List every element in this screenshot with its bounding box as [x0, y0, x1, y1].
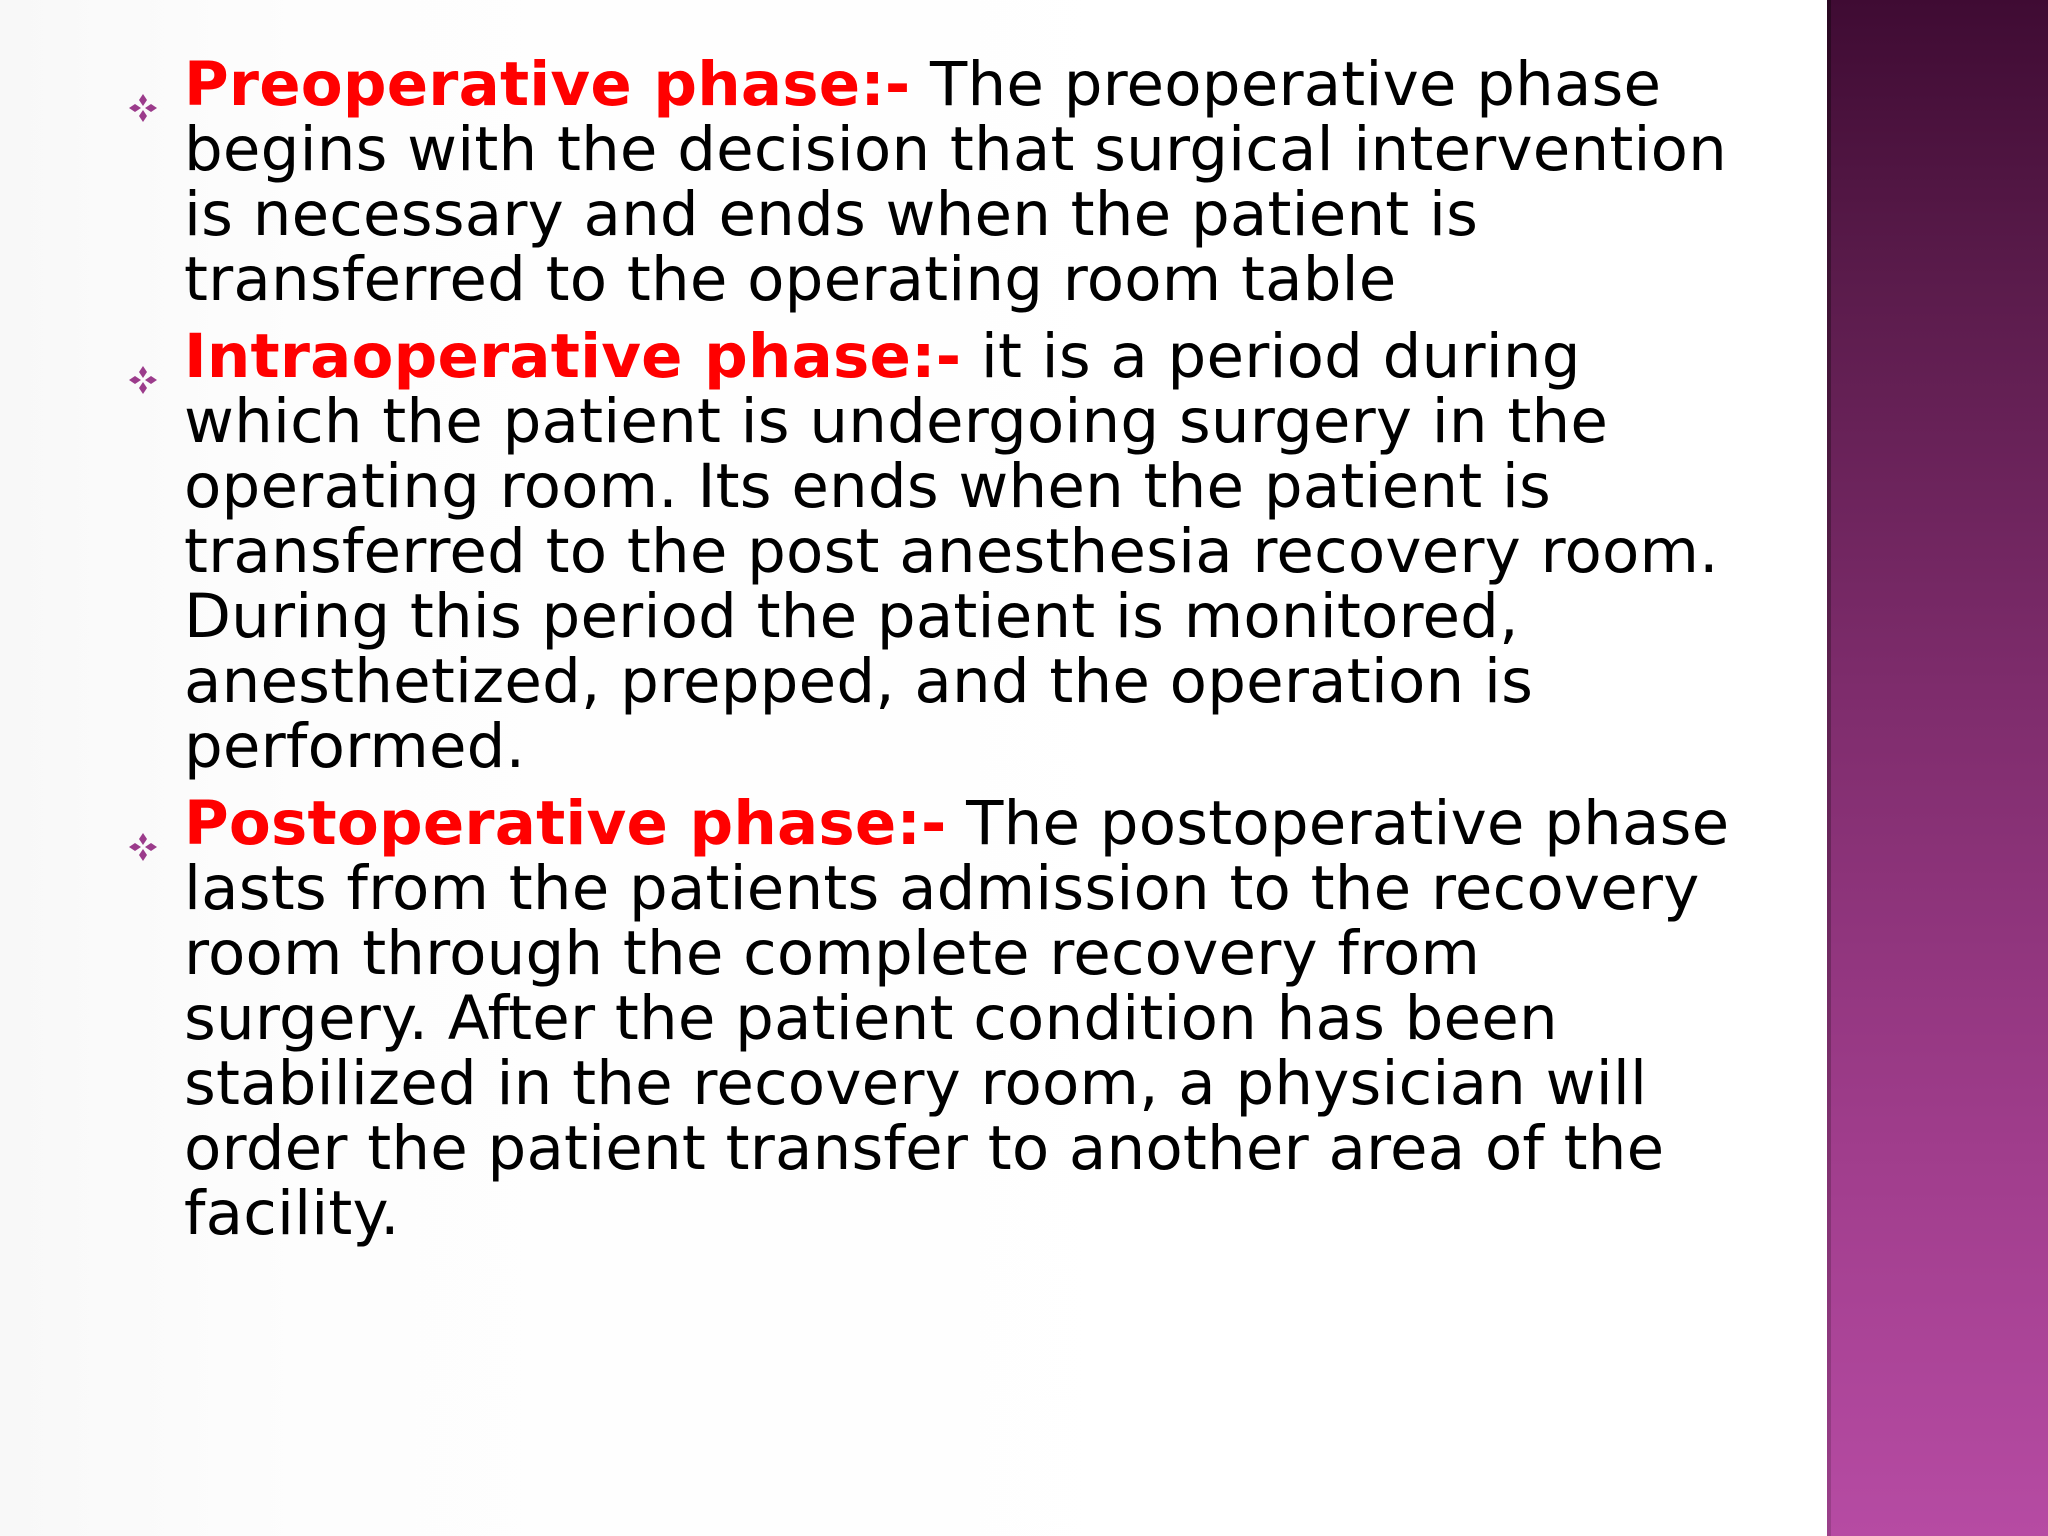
definition-text: it is a period during which the patient is undergoing surgery in the operating room. Its ends when the patient is transferred to the post anesthesia recovery room. During this period the patient is monitored, anesthetized, prepped, and the operation is performed. [184, 321, 1719, 782]
term-label: Postoperative phase:- [184, 788, 947, 859]
decorative-side-band [1827, 0, 2048, 1536]
diamond-bullet-icon [126, 811, 160, 845]
bullet-item-preoperative [118, 49, 1738, 315]
definition-text: The postoperative phase lasts from the patients admission to the recovery room through the complete recovery from surgery. After the patient condition has been stabilized in the recovery room, a physician will order the patient transfer to another area of the facility. [184, 788, 1730, 1249]
definition-text: The preoperative phase begins with the decision that surgical intervention is necessary and ends when the patient is transferred to the operating room table [184, 49, 1728, 315]
bullet-item-intraoperative [118, 321, 1738, 782]
bullet-item-postoperative [118, 788, 1738, 1249]
bullet-list [118, 49, 1738, 1258]
term-label: Intraoperative phase:- [184, 321, 962, 392]
term-label: Preoperative phase:- [184, 49, 911, 120]
diamond-bullet-icon [126, 344, 160, 378]
diamond-bullet-icon [126, 72, 160, 106]
side-band-edge [1827, 0, 1831, 1536]
